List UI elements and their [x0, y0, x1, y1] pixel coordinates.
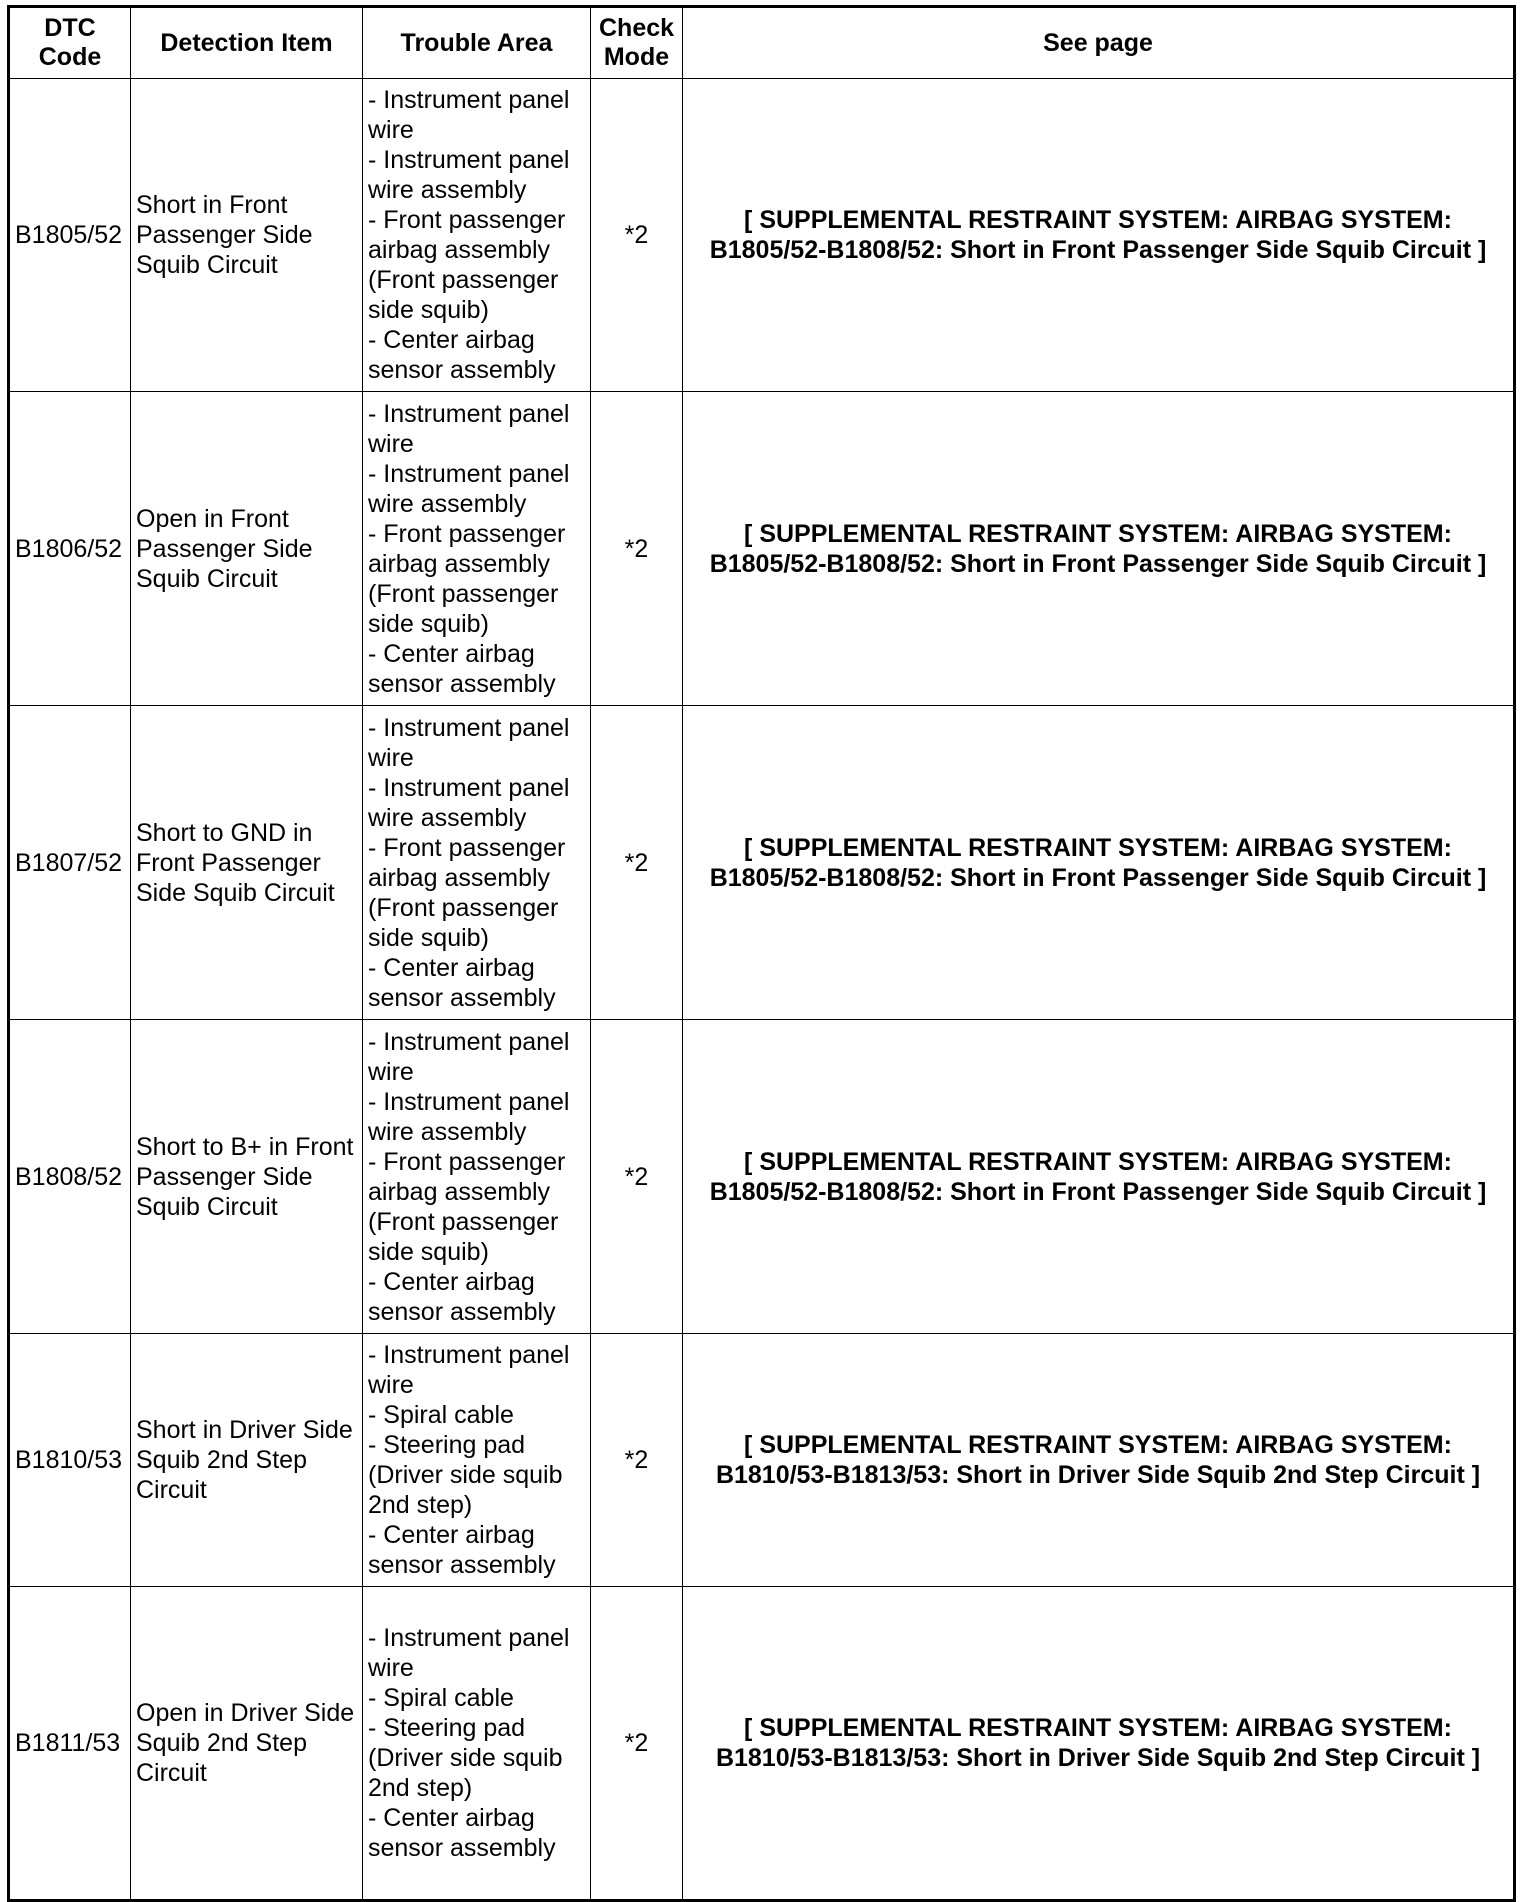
see-page-cell: [ SUPPLEMENTAL RESTRAINT SYSTEM: AIRBAG SYSTEM: B1805/52-B1808/52: Short in Front Passenger Side Squib Circuit ]	[683, 706, 1515, 1020]
check-mode-cell: *2	[591, 392, 683, 706]
trouble-area-line: - Instrument panel wire assembly	[368, 1087, 570, 1146]
trouble-area-line: - Center airbag sensor assembly	[368, 1804, 556, 1862]
dtc-code-cell: B1807/52	[9, 706, 131, 1020]
detection-item-cell: Short in Driver Side Squib 2nd Step Circuit	[131, 1334, 363, 1587]
trouble-area-cell	[363, 1334, 591, 1587]
trouble-area-line: - Center airbag sensor assembly	[368, 1521, 556, 1579]
check-mode-cell: *2	[591, 79, 683, 392]
header-trouble-area: Trouble Area	[363, 7, 591, 79]
dtc-code-cell: B1810/53	[9, 1334, 131, 1587]
trouble-area-cell	[363, 706, 591, 1020]
trouble-area-cell	[363, 1020, 591, 1334]
dtc-code-cell: B1811/53	[9, 1587, 131, 1901]
header-dtc-code: DTC Code	[9, 7, 131, 79]
trouble-area-cell	[363, 79, 591, 392]
trouble-area-line: - Center airbag sensor assembly	[368, 326, 556, 384]
trouble-area-line: - Center airbag sensor assembly	[368, 639, 556, 698]
check-mode-cell: *2	[591, 1334, 683, 1587]
trouble-area-line: - Steering pad (Driver side squib 2nd step)	[368, 1431, 563, 1519]
dtc-table	[7, 5, 1516, 1902]
table-row	[9, 706, 1515, 1020]
trouble-area-line: - Front passenger airbag assembly (Front passenger side squib)	[368, 519, 566, 638]
header-detection-item: Detection Item	[131, 7, 363, 79]
detection-item-cell: Open in Front Passenger Side Squib Circuit	[131, 392, 363, 706]
trouble-area-line: - Instrument panel wire assembly	[368, 773, 570, 832]
trouble-area-line: - Instrument panel wire	[368, 1027, 570, 1086]
trouble-area-line: - Instrument panel wire assembly	[368, 459, 570, 518]
detection-item-cell: Short to GND in Front Passenger Side Squib Circuit	[131, 706, 363, 1020]
trouble-area-cell	[363, 1587, 591, 1901]
see-page-cell: [ SUPPLEMENTAL RESTRAINT SYSTEM: AIRBAG SYSTEM: B1805/52-B1808/52: Short in Front Passenger Side Squib Circuit ]	[683, 79, 1515, 392]
detection-item-cell: Short to B+ in Front Passenger Side Squib Circuit	[131, 1020, 363, 1334]
check-mode-cell: *2	[591, 1587, 683, 1901]
table-row	[9, 1020, 1515, 1334]
trouble-area-line: - Front passenger airbag assembly (Front passenger side squib)	[368, 206, 566, 324]
detection-item-cell: Open in Driver Side Squib 2nd Step Circuit	[131, 1587, 363, 1901]
dtc-code-cell: B1805/52	[9, 79, 131, 392]
trouble-area-line: - Steering pad (Driver side squib 2nd step)	[368, 1714, 563, 1802]
dtc-table-container	[7, 5, 1513, 1862]
detection-item-cell: Short in Front Passenger Side Squib Circuit	[131, 79, 363, 392]
see-page-cell: [ SUPPLEMENTAL RESTRAINT SYSTEM: AIRBAG SYSTEM: B1805/52-B1808/52: Short in Front Passenger Side Squib Circuit ]	[683, 392, 1515, 706]
trouble-area-line: - Spiral cable	[368, 1401, 514, 1429]
see-page-cell: [ SUPPLEMENTAL RESTRAINT SYSTEM: AIRBAG SYSTEM: B1805/52-B1808/52: Short in Front Passenger Side Squib Circuit ]	[683, 1020, 1515, 1334]
trouble-area-line: - Spiral cable	[368, 1684, 514, 1712]
trouble-area-line: - Front passenger airbag assembly (Front passenger side squib)	[368, 1147, 566, 1266]
trouble-area-line: - Front passenger airbag assembly (Front passenger side squib)	[368, 833, 566, 952]
trouble-area-line: - Instrument panel wire	[368, 1341, 570, 1399]
dtc-code-cell: B1808/52	[9, 1020, 131, 1334]
trouble-area-line: - Center airbag sensor assembly	[368, 953, 556, 1012]
dtc-code-cell: B1806/52	[9, 392, 131, 706]
header-check-mode: Check Mode	[591, 7, 683, 79]
trouble-area-cell	[363, 392, 591, 706]
trouble-area-line: - Instrument panel wire assembly	[368, 146, 570, 204]
table-row	[9, 392, 1515, 706]
table-row	[9, 79, 1515, 392]
see-page-cell: [ SUPPLEMENTAL RESTRAINT SYSTEM: AIRBAG SYSTEM: B1810/53-B1813/53: Short in Driver Side Squib 2nd Step Circuit ]	[683, 1334, 1515, 1587]
header-see-page: See page	[683, 7, 1515, 79]
check-mode-cell: *2	[591, 706, 683, 1020]
see-page-cell: [ SUPPLEMENTAL RESTRAINT SYSTEM: AIRBAG SYSTEM: B1810/53-B1813/53: Short in Driver Side Squib 2nd Step Circuit ]	[683, 1587, 1515, 1901]
table-row	[9, 1334, 1515, 1587]
table-header-row	[9, 7, 1515, 79]
trouble-area-line: - Center airbag sensor assembly	[368, 1267, 556, 1326]
trouble-area-line: - Instrument panel wire	[368, 86, 570, 144]
table-row	[9, 1587, 1515, 1901]
check-mode-cell: *2	[591, 1020, 683, 1334]
trouble-area-line: - Instrument panel wire	[368, 399, 570, 458]
trouble-area-line: - Instrument panel wire	[368, 1624, 570, 1682]
trouble-area-line: - Instrument panel wire	[368, 713, 570, 772]
